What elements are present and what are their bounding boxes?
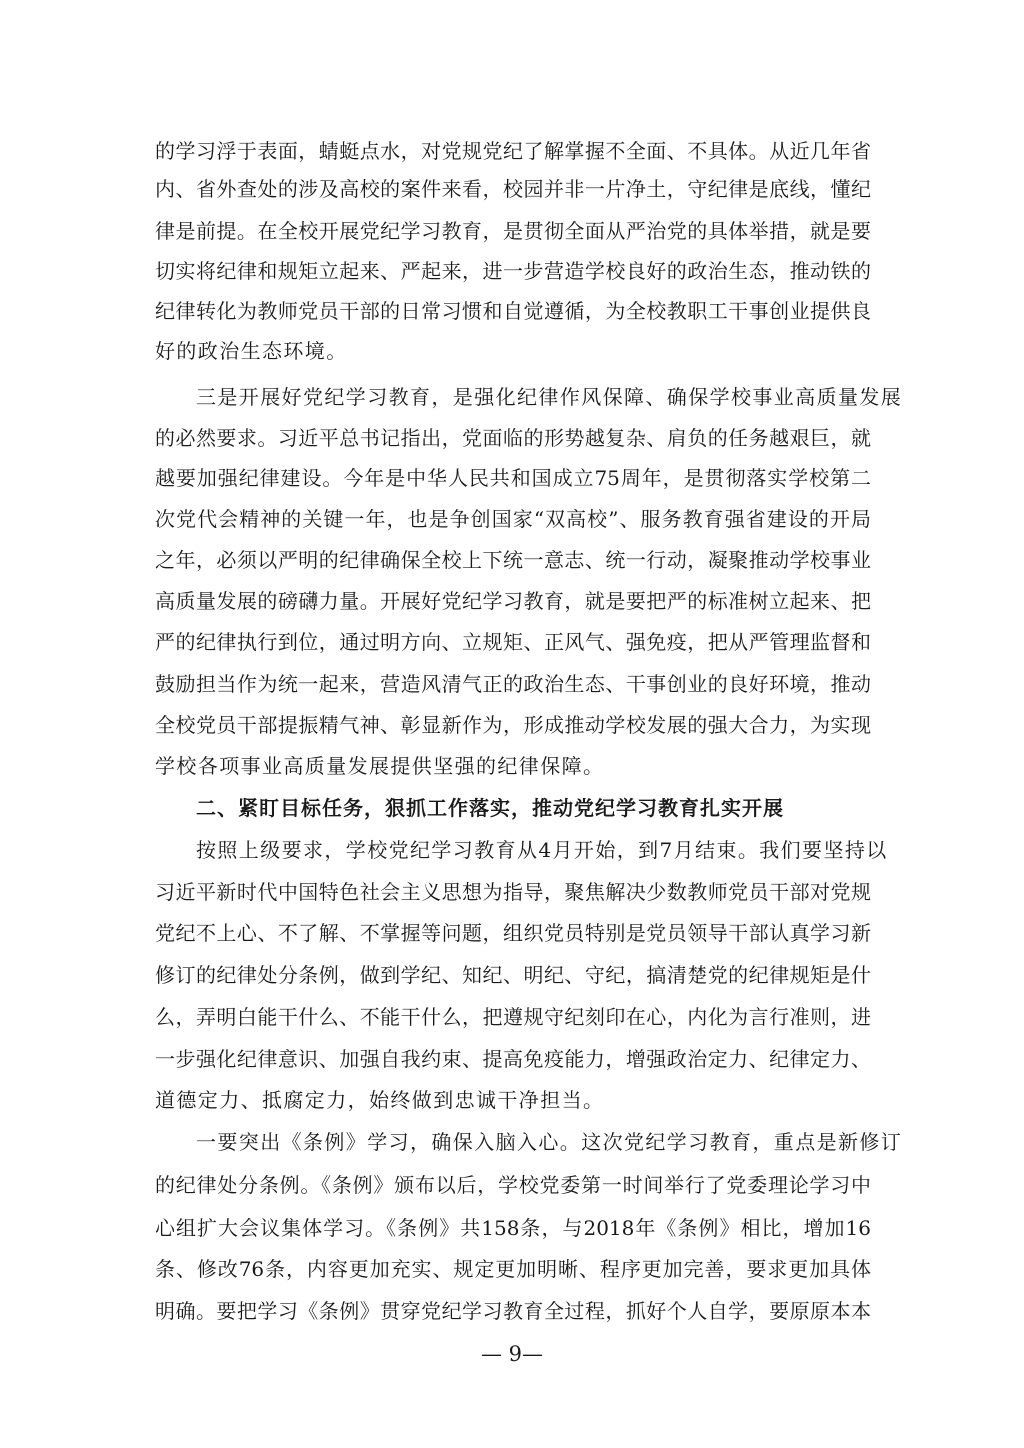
text-line: 按照上级要求，学校党纪学习教育从4月开始，到7月结束。我们要坚持以 — [196, 838, 888, 862]
text-line: 鼓励担当作为统一起来，营造风清气正的政治生态、干事创业的良好环境，推动 — [155, 672, 871, 696]
text-line: 律是前提。在全校开展党纪学习教育，是贯彻全面从严治党的具体举措，就是要 — [155, 219, 871, 243]
text-line: 严的纪律执行到位，通过明方向、立规矩、正风气、强免疫，把从严管理监督和 — [155, 630, 871, 654]
text-line: 心组扩大会议集体学习。《条例》共158条，与2018年《条例》相比，增加16 — [155, 1216, 871, 1240]
text-line: 条、修改76条，内容更加充实、规定更加明晰、程序更加完善，要求更加具体 — [155, 1257, 871, 1281]
text-line: 全校党员干部提振精气神、彰显新作为，形成推动学校发展的强大合力，为实现 — [155, 713, 871, 737]
text-line: 高质量发展的磅礴力量。开展好党纪学习教育，就是要把严的标准树立起来、把 — [155, 589, 871, 613]
text-line: 越要加强纪律建设。今年是中华人民共和国成立75周年，是贯彻落实学校第二 — [155, 466, 871, 490]
text-line: 学校各项事业高质量发展提供坚强的纪律保障。 — [155, 754, 605, 778]
text-line: 次党代会精神的关键一年，也是争创国家“双高校”、服务教育强省建设的开局 — [155, 507, 871, 531]
text-line: 道德定力、抵腐定力，始终做到忠诚干净担当。 — [155, 1088, 605, 1112]
text-line: 好的政治生态环境。 — [155, 339, 348, 363]
text-line: 么，弄明白能干什么、不能干什么，把遵规守纪刻印在心，内化为言行准则，进 — [155, 1005, 871, 1029]
text-line: 党纪不上心、不了解、不掌握等问题，组织党员特别是党员领导干部认真学习新 — [155, 921, 871, 945]
text-line: 的学习浮于表面，蜻蜓点水，对党规党纪了解掌握不全面、不具体。从近几年省 — [155, 139, 871, 163]
text-line: 一步强化纪律意识、加强自我约束、提高免疫能力，增强政治定力、纪律定力、 — [155, 1047, 871, 1071]
text-line: 之年，必须以严明的纪律确保全校上下统一意志、统一行动，凝聚推动学校事业 — [155, 548, 871, 572]
section-heading: 二、紧盯目标任务，狠抓工作落实，推动党纪学习教育扎实开展 — [196, 796, 784, 820]
page-number: — 9— — [480, 1342, 544, 1366]
text-line: 三是开展好党纪学习教育，是强化纪律作风保障、确保学校事业高质量发展 — [196, 385, 903, 409]
text-line: 明确。要把学习《条例》贯穿党纪学习教育全过程，抓好个人自学，要原原本本 — [155, 1299, 871, 1323]
text-line: 修订的纪律处分条例，做到学纪、知纪、明纪、守纪，搞清楚党的纪律规矩是什 — [155, 963, 871, 987]
text-line: 习近平新时代中国特色社会主义思想为指导，聚焦解决少数教师党员干部对党规 — [155, 880, 871, 904]
text-line: 的纪律处分条例。《条例》颁布以后，学校党委第一时间举行了党委理论学习中 — [155, 1173, 871, 1197]
text-line: 内、省外查处的涉及高校的案件来看，校园并非一片净土，守纪律是底线，懂纪 — [155, 177, 871, 201]
text-line: 一要突出《条例》学习，确保入脑入心。这次党纪学习教育，重点是新修订 — [196, 1130, 903, 1154]
text-line: 纪律转化为教师党员干部的日常习惯和自觉遵循，为全校教职工干事创业提供良 — [155, 299, 871, 323]
text-line: 切实将纪律和规矩立起来、严起来，进一步营造学校良好的政治生态，推动铁的 — [155, 259, 871, 283]
text-line: 的必然要求。习近平总书记指出，党面临的形势越复杂、肩负的任务越艰巨，就 — [155, 426, 871, 450]
